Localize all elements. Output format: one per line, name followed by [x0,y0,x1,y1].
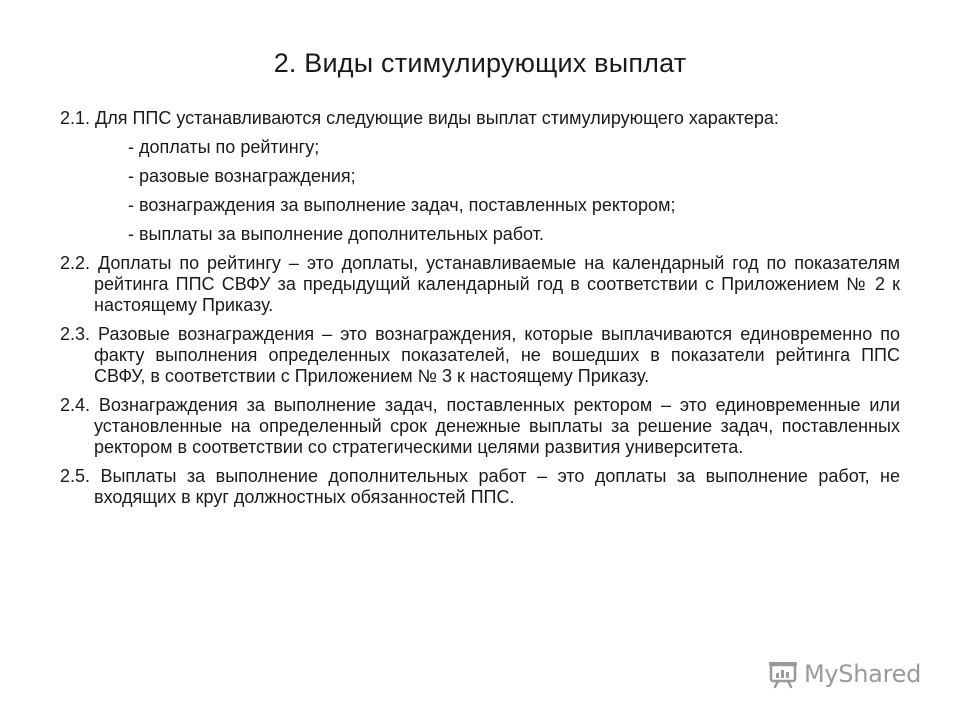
slide-body [60,108,900,516]
slide-title: 2. Виды стимулирующих выплат [273,48,687,78]
list-item: - разовые вознаграждения; [128,166,356,186]
payment-types-list [60,137,900,245]
list-item: - доплаты по рейтингу; [128,137,320,157]
watermark-text: MyShared [804,660,922,688]
list-item: - вознаграждения за выполнение задач, поставленных ректором; [128,195,676,215]
paragraph-2-3: 2.3. Разовые вознаграждения – это вознаграждения, которые выплачиваются единовременно по факту выполнения определенных показателей, не вошедших в показатели рейтинга ППС СВФУ, в соответствии с Приложением № 3 к настоящему Приказу. [60,324,900,386]
paragraph-2-5: 2.5. Выплаты за выполнение дополнительных работ – это доплаты за выполнение работ, не входящих в круг должностных обязанностей ППС. [60,466,900,507]
list-item: - выплаты за выполнение дополнительных работ. [128,224,544,244]
paragraph-2-2: 2.2. Доплаты по рейтингу – это доплаты, устанавливаемые на календарный год по показателям рейтинга ППС СВФУ за предыдущий календарный год в соответствии с Приложением № 2 к настоящему Приказу. [60,253,900,315]
presentation-board-icon [768,659,798,689]
paragraph-2-4: 2.4. Вознаграждения за выполнение задач, поставленных ректором – это единовременные или установленные на определенный срок денежные выплаты за решение задач, поставленных ректором в соответствии со стратегическими целями развития университета. [60,395,900,457]
watermark-logo [768,656,921,692]
paragraph-2-1: 2.1. Для ППС устанавливаются следующие виды выплат стимулирующего характера: [60,108,779,128]
